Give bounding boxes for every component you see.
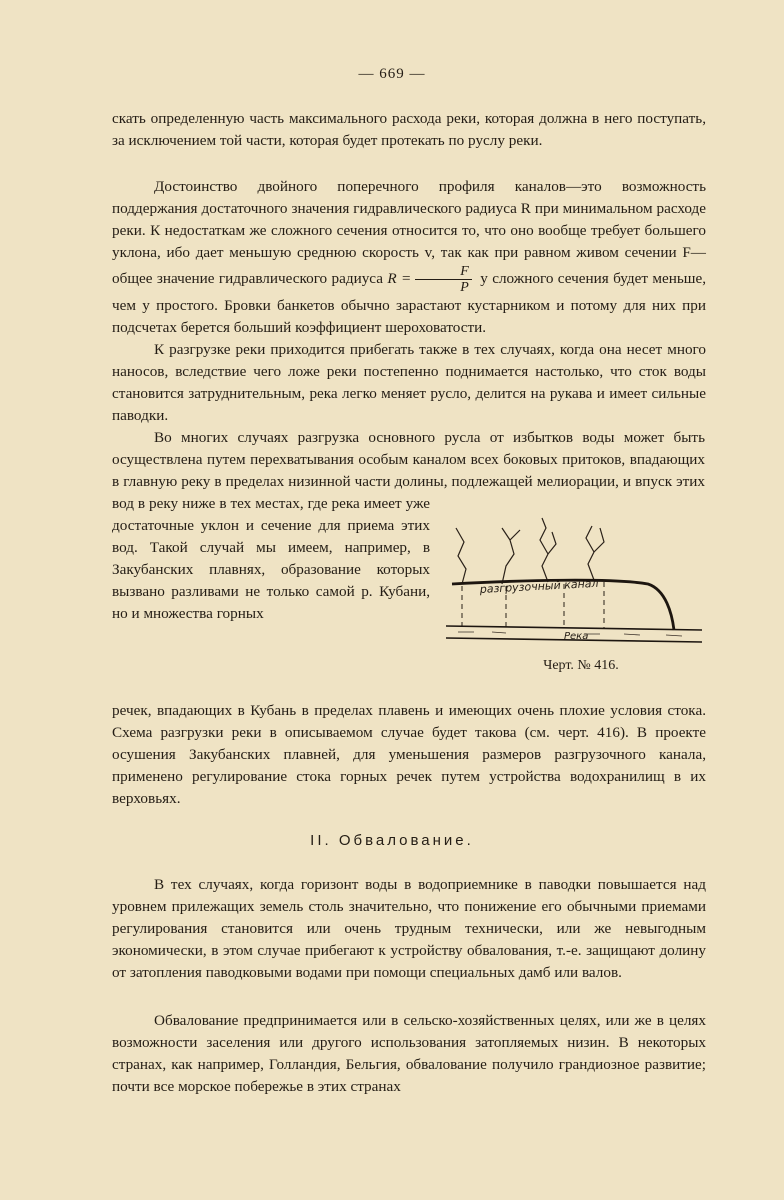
- paragraph-2-part-1: Достоинство двойного поперечного профиля каналов—это возможность поддержания достаточного значения гидравлического радиуса R при минимальном расходе реки. К недостаткам же сложного сечения относится то, что оно вообще требует большего уклона, ибо дает меньшую среднюю скорость v, так как при равном живом сечении F—общее значение гидравлического радиуса: [112, 178, 706, 287]
- page-number: — 669 —: [358, 66, 426, 82]
- paragraph-4-continuation: речек, впадающих в Кубань в пределах плавень и имеющих очень плохие условия стока. Схема разгрузки реки в описываемом случае будет такова (см. черт. 416). В проекте осушения Закубанских плавней, для уменьшения размеров разгрузочного канала, применено регулирование стока горных речек путем устройства водохранилищ в их верховьях.: [112, 702, 706, 807]
- paragraph-4-part-1: Во многих случаях разгрузка основного русла от избытков воды может быть осуществлена путем перехватывания особым каналом всех боковых притоков, впадающих в главную реку в пределах низинной части долины, подлежащей мелиорации, и впуск этих вод в реку ниже в тех местах, где река имеет уже достаточные уклон и сечение для приема этих вод. Такой случай мы имеем, например, в Закубанских плавнях, образование которых вызвано разливами не только самой р. Кубани, но и множества горных: [112, 429, 705, 622]
- wrap-offset: [705, 427, 706, 514]
- section-heading: II. Обвалование.: [310, 832, 474, 849]
- body-block-4: [112, 1010, 706, 1098]
- paragraph-continuation: [112, 108, 706, 152]
- figure-caption: Черт. № 416.: [543, 658, 619, 673]
- paragraph-6: Обвалование предпринимается или в сельско-хозяйственных целях, или же в целях возможности заселения или другого использования затопляемых низин. В некоторых странах, как например, Голландия, Бельгия, обвалование получило грандиозное развитие; почти все морское побережье в этих странах: [112, 1012, 706, 1095]
- formula-lhs: R =: [387, 269, 412, 287]
- tributary-1: [456, 528, 466, 584]
- river-label: Река: [564, 631, 589, 642]
- figure-416: [444, 514, 706, 684]
- body-block-3: [112, 874, 706, 984]
- river-line-top: [446, 626, 702, 630]
- formula-numerator: F: [415, 264, 472, 280]
- paragraph-1: скать определенную часть максимального расхода реки, которая должна в него поступать, за исключением той части, которая будет протекать по руслу реки.: [112, 110, 706, 149]
- tributary-3: [540, 518, 556, 582]
- tributary-2: [502, 528, 520, 584]
- canal-diagram: [444, 514, 706, 654]
- formula-fraction: [415, 264, 472, 295]
- formula-denominator: P: [460, 280, 469, 295]
- paragraph-2: [112, 176, 706, 339]
- paragraph-3: К разгрузке реки приходится прибегать также в тех случаях, когда она несет много наносов, вследствие чего ложе реки постепенно поднимается настолько, что сток воды становится затруднительным, река легко меняет русло, делится на рукава и имеет сильные паводки.: [112, 341, 706, 424]
- body-block-2: [112, 700, 706, 810]
- paragraph-5: В тех случаях, когда горизонт воды в водоприемнике в паводки повышается над уровнем прилежащих земель столь значительно, что понижение его обычными приемами регулирования становится или очень трудным технически, или же невыгодным экономически, в этом случае прибегают к устройству обвалования, т.-е. защищают долину от затопления паводковыми водами при помощи специальных дамб или валов.: [112, 876, 706, 981]
- canal-label: разгрузочный канал: [479, 576, 599, 596]
- paragraph-2-part-2: у сложного сечения будет меньше, чем у простого. Бровки банкетов обычно зарастают кустарником и потому для них при подсчетах берется больший коэффициент шероховатости.: [112, 269, 707, 336]
- tributary-4: [586, 526, 604, 580]
